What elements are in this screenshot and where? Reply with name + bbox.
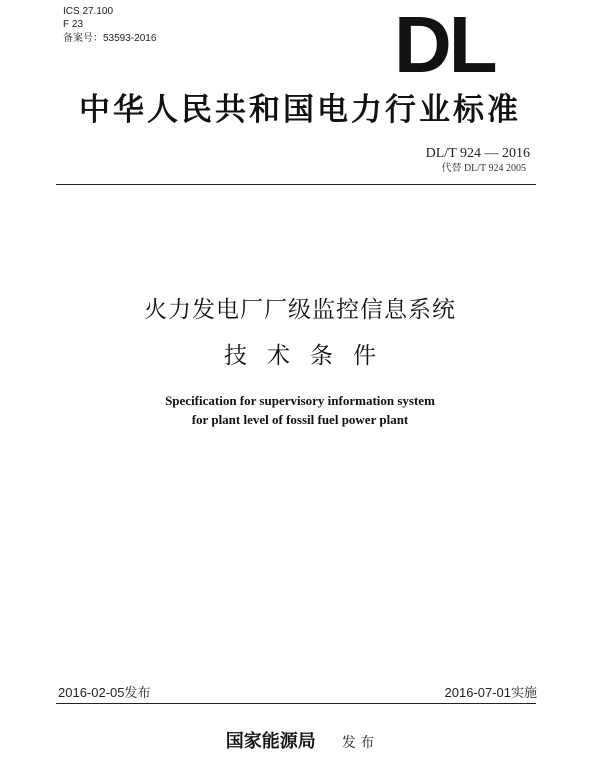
- english-title-line-2: for plant level of fossil fuel power plant: [191, 412, 409, 427]
- bottom-divider: [56, 703, 536, 704]
- publisher-row: [0, 730, 600, 755]
- publish-label: 发 布: [341, 735, 375, 751]
- replaces-standard: 代替 DL/T 924 2005: [441, 163, 526, 174]
- top-divider: [56, 184, 536, 185]
- chinese-title-line-2: 技术条件: [224, 343, 396, 369]
- ics-code: ICS 27.100: [63, 6, 114, 17]
- standard-title: 中华人民共和国电力行业标准: [79, 92, 521, 128]
- publisher-name: 国家能源局: [225, 731, 316, 752]
- issue-date: 2016-02-05发布: [58, 685, 151, 700]
- implementation-date: 2016-07-01实施: [444, 685, 537, 700]
- dl-logo: DL: [394, 0, 495, 89]
- record-number: 备案号：53593-2016: [63, 33, 157, 44]
- classification-code: F 23: [63, 19, 84, 30]
- chinese-title-line-1: 火力发电厂厂级监控信息系统: [144, 297, 456, 323]
- english-title-line-1: Specification for supervisory information system: [165, 393, 435, 408]
- standard-number: DL/T 924 — 2016: [425, 146, 530, 161]
